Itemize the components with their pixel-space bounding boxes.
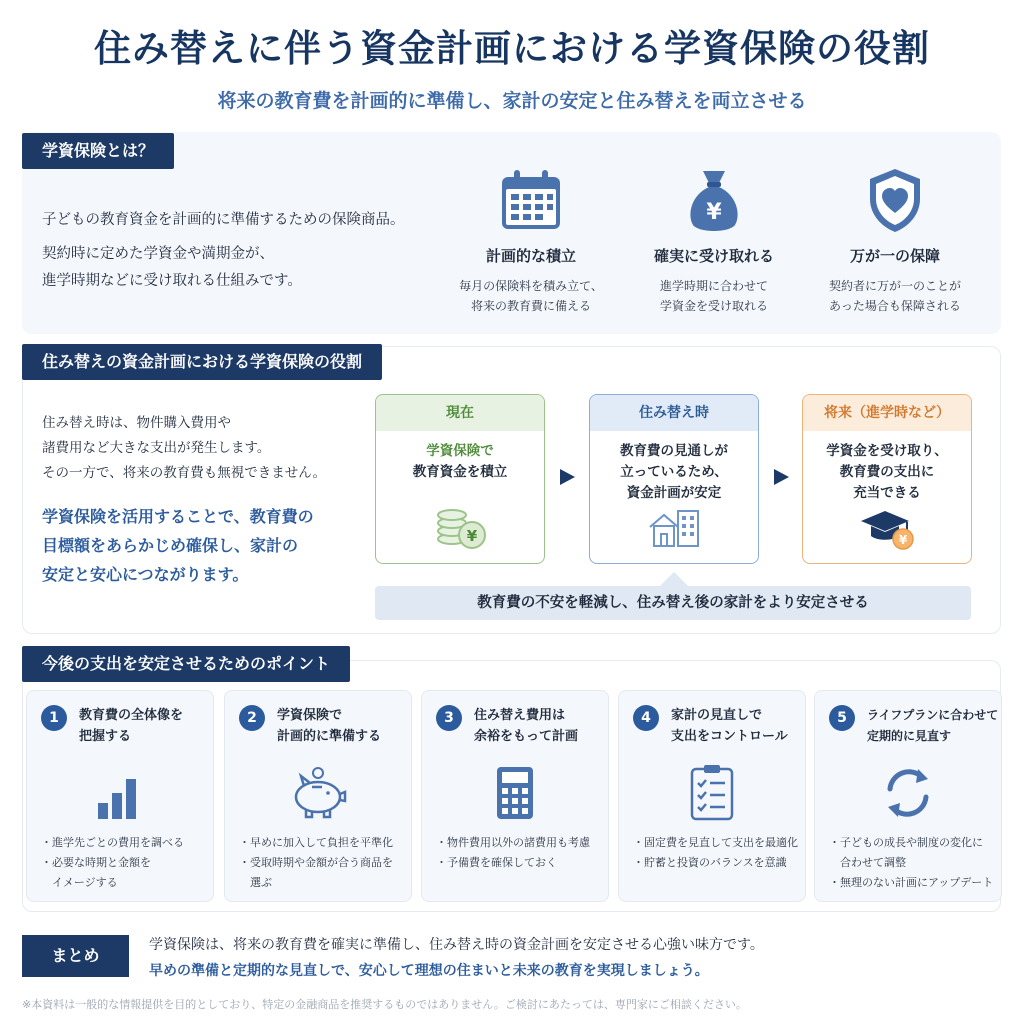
- point-number: 2: [239, 705, 265, 731]
- emphasis-line: 学資保険を活用することで、教育費の: [42, 507, 314, 526]
- feature-title: 万が一の保障: [849, 247, 940, 265]
- banner-pointer: [660, 572, 688, 586]
- point-bullet: ・予備費を確保しておく: [436, 856, 557, 869]
- point-title: [277, 705, 409, 747]
- point-bullet: ・早めに加入して負担を平準化: [239, 836, 393, 849]
- feature-guaranteed-payout: [634, 165, 794, 316]
- refresh-icon: [878, 763, 938, 823]
- point-bullet: ・受取時期や金額が合う商品を: [239, 856, 393, 869]
- stage-body: [590, 441, 758, 504]
- feature-title: 計画的な積立: [485, 247, 576, 265]
- point-number: 1: [41, 705, 67, 731]
- svg-text:¥: ¥: [466, 527, 478, 545]
- stage-head: 住み替え時: [590, 395, 758, 431]
- arrow-right-icon: [770, 466, 792, 488]
- stage-body-line: 立っているため、: [620, 464, 728, 480]
- result-banner: 教育費の不安を軽減し、住み替え後の家計をより安定させる: [375, 586, 971, 620]
- intro-line-1: 子どもの教育資金を計画的に準備するための保険商品。: [42, 212, 405, 228]
- point-title-line: 把握する: [79, 729, 132, 744]
- stage-body-line: 資金計画が安定: [626, 485, 722, 501]
- role-text-line: 住み替え時は、物件購入費用や: [42, 415, 231, 431]
- svg-text:¥: ¥: [898, 533, 908, 547]
- arrow-right-icon: [556, 466, 578, 488]
- point-title-line: 計画的に準備する: [277, 729, 382, 744]
- feature-desc-line: 契約者に万が一のことが: [828, 279, 961, 293]
- point-bullets: [633, 833, 805, 873]
- feature-desc: [815, 276, 975, 316]
- piggy-bank-icon: [288, 763, 348, 823]
- role-text-line: 諸費用など大きな支出が発生します。: [42, 440, 271, 456]
- house-building-icon: [644, 505, 704, 551]
- point-bullets: [239, 833, 411, 893]
- feature-desc: [451, 276, 611, 316]
- feature-desc-line: 将来の教育費に備える: [470, 299, 591, 313]
- section-tag-role: 住み替えの資金計画における学資保険の役割: [22, 344, 382, 380]
- point-title: [79, 705, 211, 747]
- summary-line-2: 早めの準備と定期的な見直しで、安心して理想の住まいと未来の教育を実現しましょう。: [149, 963, 709, 979]
- point-title-line: 定期的に見直す: [867, 729, 952, 743]
- stage-body-line: 教育費の見通しが: [620, 443, 728, 459]
- money-bag-icon: [679, 165, 749, 235]
- point-bullet: ・進学先ごとの費用を調べる: [41, 836, 184, 849]
- stage-body-line: 充当できる: [853, 485, 921, 501]
- stage-body-line: 学資保険で: [426, 443, 494, 459]
- feature-protection: [815, 165, 975, 316]
- stage-head: 将来（進学時など）: [803, 395, 971, 431]
- point-title-line: 教育費の全体像を: [79, 708, 184, 723]
- feature-desc-line: 学資金を受け取れる: [659, 299, 768, 313]
- section-tag-what-is: 学資保険とは？: [22, 133, 174, 169]
- stage-future: [802, 394, 972, 564]
- summary-tag: まとめ: [22, 935, 129, 977]
- point-title-line: 学資保険で: [277, 708, 343, 723]
- feature-desc-line: あった場合も保障される: [829, 299, 961, 313]
- role-text-line: その一方で、将来の教育費も無視できません。: [42, 465, 327, 481]
- stage-body-line: 学資金を受け取り、: [826, 443, 948, 459]
- calculator-icon: [485, 763, 545, 823]
- emphasis-line: 目標額をあらかじめ確保し、家計の: [42, 536, 299, 555]
- section-tag-points: 今後の支出を安定させるためのポイント: [22, 646, 350, 682]
- point-title-line: ライフプランに合わせて: [867, 708, 999, 722]
- point-bullet: ・物件費用以外の諸費用も考慮: [436, 836, 590, 849]
- stage-present: [375, 394, 545, 564]
- graduation-cap-yen-icon: [857, 505, 917, 551]
- point-bullets: [436, 833, 608, 873]
- bar-chart-icon: [90, 763, 150, 823]
- point-bullet: ・固定費を見直して支出を最適化: [633, 836, 798, 849]
- point-bullet: 選ぶ: [239, 876, 272, 889]
- point-title: [474, 705, 606, 747]
- calendar-icon: [496, 165, 566, 235]
- point-title: [671, 705, 803, 747]
- emphasis-line: 安定と安心につながります。: [42, 565, 249, 584]
- feature-desc-line: 毎月の保険料を積み立て、: [459, 279, 603, 293]
- point-card-3: [421, 690, 609, 902]
- point-title-line: 家計の見直しで: [671, 708, 763, 723]
- point-number: 5: [829, 705, 855, 731]
- point-number: 4: [633, 705, 659, 731]
- point-card-4: [618, 690, 806, 902]
- point-bullets: [829, 833, 1001, 893]
- page-title: 住み替えに伴う資金計画における学資保険の役割: [94, 27, 930, 70]
- feature-planned-saving: [451, 165, 611, 316]
- point-title: [867, 705, 999, 747]
- point-bullet: ・子どもの成長や制度の変化に: [829, 836, 983, 849]
- point-bullet: 合わせて調整: [829, 856, 906, 869]
- stage-head: 現在: [376, 395, 544, 431]
- point-bullet: ・必要な時期と金額を: [41, 856, 151, 869]
- point-title-line: 支出をコントロール: [671, 729, 788, 744]
- coins-yen-icon: [430, 505, 490, 551]
- disclaimer-footnote: ※本資料は一般的な情報提供を目的としており、特定の金融商品を推奨するものではありません。ご検討にあたっては、専門家にご相談ください。: [22, 998, 747, 1011]
- stage-body-line: 教育資金を積立: [412, 464, 508, 480]
- point-card-2: [224, 690, 412, 902]
- stage-body: [376, 441, 544, 483]
- stage-body: [803, 441, 971, 504]
- stage-body-line: 教育費の支出に: [839, 464, 935, 480]
- checklist-icon: [682, 763, 742, 823]
- page-subtitle: 将来の教育費を計画的に準備し、家計の安定と住み替えを両立させる: [217, 90, 807, 112]
- feature-title: 確実に受け取れる: [653, 247, 774, 265]
- role-text: [42, 411, 326, 486]
- point-title-line: 余裕をもって計画: [474, 729, 579, 744]
- intro-line-3: 進学時期などに受け取れる仕組みです。: [42, 273, 302, 289]
- point-bullet: イメージする: [41, 876, 118, 889]
- point-number: 3: [436, 705, 462, 731]
- point-card-5: [814, 690, 1002, 902]
- point-bullet: ・貯蓄と投資のバランスを意識: [633, 856, 787, 869]
- point-bullet: ・無理のない計画にアップデート: [829, 876, 994, 889]
- feature-desc-line: 進学時期に合わせて: [659, 279, 768, 293]
- intro-line-2: 契約時に定めた学資金や満期金が、: [42, 246, 274, 262]
- stage-relocation: [589, 394, 759, 564]
- point-bullets: [41, 833, 213, 893]
- point-card-1: [26, 690, 214, 902]
- summary-line-1: 学資保険は、将来の教育費を確実に準備し、住み替え時の資金計画を安定させる心強い味方です。: [149, 937, 764, 953]
- role-emphasis: [42, 502, 314, 589]
- svg-text:¥: ¥: [706, 200, 722, 225]
- point-title-line: 住み替え費用は: [474, 708, 566, 723]
- feature-desc: [634, 276, 794, 316]
- shield-heart-icon: [860, 165, 930, 235]
